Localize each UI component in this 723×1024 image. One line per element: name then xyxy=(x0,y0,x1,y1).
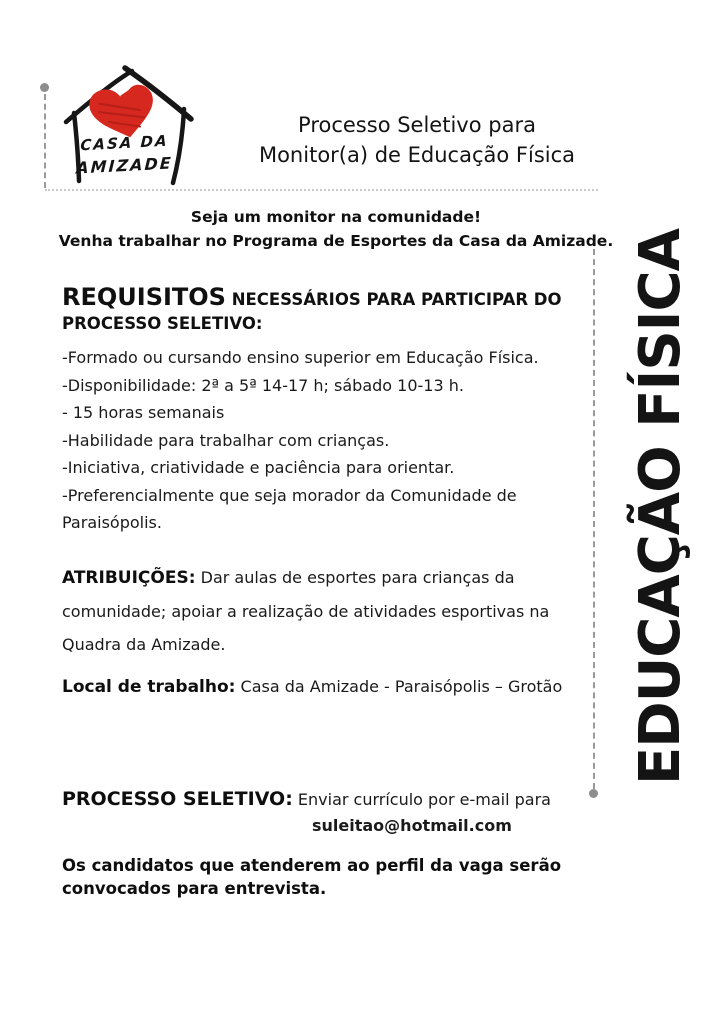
page-title-line1: Processo Seletivo para xyxy=(298,113,536,137)
logo-text-line1: CASA DA xyxy=(79,131,170,155)
selection-text: Enviar currículo por e-mail para xyxy=(292,790,551,809)
left-dashed-line xyxy=(44,94,46,188)
list-item: -Preferencialmente que seja morador da Comunidade de Paraisópolis. xyxy=(62,485,517,532)
vertical-banner xyxy=(605,217,715,797)
requirements-heading-rest: NECESSÁRIOS PARA PARTICIPAR DO xyxy=(225,290,562,309)
attributions-label: ATRIBUIÇÕES: xyxy=(62,568,196,588)
requirements-heading-line2: PROCESSO SELETIVO: xyxy=(62,314,263,333)
page-title xyxy=(228,110,606,170)
list-item: -Formado ou cursando ensino superior em Educação Física. xyxy=(62,348,539,367)
list-item: -Disponibilidade: 2ª a 5ª 14-17 h; sábado 10-13 h. xyxy=(62,375,464,395)
workplace-text: Casa da Amizade - Paraisópolis – Grotão xyxy=(235,677,563,696)
requirements-heading-emphasis: REQUISITOS xyxy=(62,283,226,311)
requirements-list xyxy=(62,344,610,537)
attributions-paragraph xyxy=(62,561,610,661)
left-guide-dot xyxy=(40,83,49,92)
selection-process xyxy=(62,786,610,839)
intro-callout xyxy=(36,205,636,253)
page-title-line2: Monitor(a) de Educação Física xyxy=(258,143,576,167)
workplace-label: Local de trabalho: xyxy=(62,677,236,697)
intro-line1: Seja um monitor na comunidade! xyxy=(190,208,482,226)
requirements-heading xyxy=(62,284,614,335)
workplace-line xyxy=(62,674,610,700)
list-item: -Habilidade para trabalhar com crianças. xyxy=(62,430,390,450)
intro-line2: Venha trabalhar no Programa de Esportes da Casa da Amizade. xyxy=(58,232,614,250)
list-item: -Iniciativa, criatividade e paciência para orientar. xyxy=(62,458,455,477)
selection-label: PROCESSO SELETIVO: xyxy=(62,788,293,810)
footer-note: Os candidatos que atenderem ao perfil da vaga serão convocados para entrevista. xyxy=(62,856,562,898)
attributions-text: Dar aulas de esportes para crianças da comunidade; apoiar a realização de atividades esportivas na Quadra da Amizade. xyxy=(62,568,550,654)
contact-email: suleitao@hotmail.com xyxy=(312,816,512,835)
casa-da-amizade-logo xyxy=(52,60,197,192)
logo-text-line2: AMIZADE xyxy=(75,153,174,178)
vertical-banner-text: EDUCAÇÃO FÍSICA xyxy=(627,229,693,785)
list-item: - 15 horas semanais xyxy=(62,403,225,422)
